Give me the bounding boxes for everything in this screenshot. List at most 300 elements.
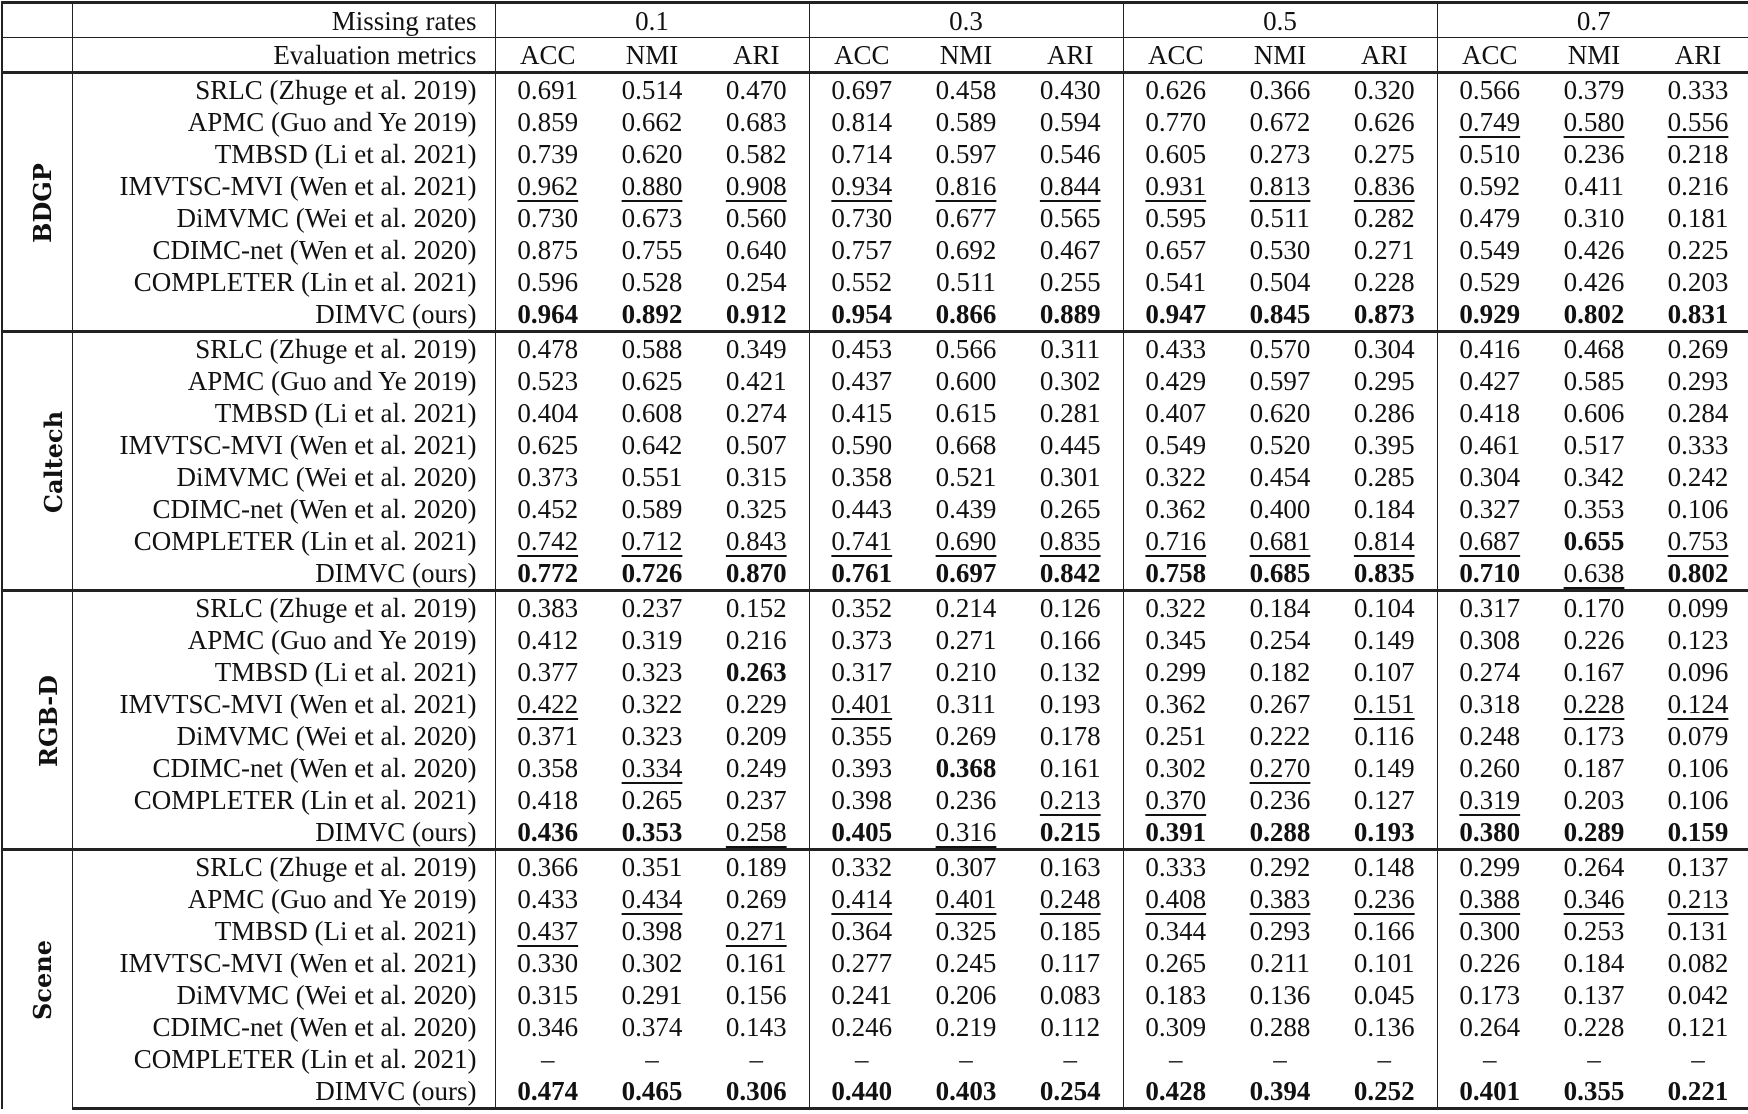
table-row bbox=[2, 397, 1748, 429]
table-row bbox=[2, 170, 1748, 202]
value-cell bbox=[600, 493, 704, 525]
metric-value: 0.213 bbox=[1667, 884, 1729, 914]
metric-value: 0.453 bbox=[831, 334, 893, 364]
metric-header: NMI bbox=[1228, 38, 1332, 73]
metric-value: 0.556 bbox=[1667, 107, 1729, 137]
value-cell bbox=[1646, 461, 1748, 493]
metric-value: 0.395 bbox=[1353, 430, 1415, 460]
value-cell bbox=[1123, 106, 1228, 138]
value-cell bbox=[600, 138, 704, 170]
value-cell bbox=[1018, 202, 1123, 234]
metric-value: 0.311 bbox=[936, 689, 996, 719]
value-cell bbox=[1123, 979, 1228, 1011]
value-cell bbox=[1542, 947, 1646, 979]
metric-value: 0.697 bbox=[935, 558, 997, 588]
metric-value: 0.590 bbox=[831, 430, 893, 460]
rate-header: 0.7 bbox=[1437, 3, 1748, 38]
metric-value: 0.597 bbox=[1249, 366, 1311, 396]
value-cell bbox=[1123, 73, 1228, 107]
metric-value: 0.816 bbox=[935, 171, 997, 201]
metric-value: 0.364 bbox=[831, 916, 893, 946]
metric-value: 0.835 bbox=[1039, 526, 1101, 556]
metric-value: 0.366 bbox=[517, 852, 579, 882]
metric-value: 0.148 bbox=[1353, 852, 1415, 882]
missing-rates-header-row bbox=[2, 3, 1748, 38]
metric-value: 0.215 bbox=[1039, 817, 1101, 847]
metric-value: 0.218 bbox=[1667, 139, 1729, 169]
value-cell bbox=[495, 397, 600, 429]
metric-value: 0.739 bbox=[517, 139, 579, 169]
metric-value: 0.418 bbox=[517, 785, 579, 815]
metric-value: 0.366 bbox=[1249, 75, 1311, 105]
value-cell bbox=[495, 202, 600, 234]
metric-value: 0.079 bbox=[1667, 721, 1729, 751]
metric-value: 0.552 bbox=[831, 267, 893, 297]
metric-value: 0.315 bbox=[725, 462, 787, 492]
value-cell bbox=[1332, 557, 1437, 591]
metric-value: 0.770 bbox=[1145, 107, 1207, 137]
table-row bbox=[2, 883, 1748, 915]
metric-value: 0.342 bbox=[1563, 462, 1625, 492]
metric-value: 0.520 bbox=[1249, 430, 1311, 460]
value-cell bbox=[600, 202, 704, 234]
value-cell bbox=[809, 850, 914, 884]
metric-value: 0.254 bbox=[1249, 625, 1311, 655]
value-cell bbox=[1123, 720, 1228, 752]
metric-value: 0.373 bbox=[517, 462, 579, 492]
value-cell bbox=[1437, 138, 1542, 170]
value-cell bbox=[495, 365, 600, 397]
metric-value: 0.275 bbox=[1353, 139, 1415, 169]
value-cell bbox=[1646, 591, 1748, 625]
value-cell bbox=[1123, 332, 1228, 366]
metric-value: 0.589 bbox=[935, 107, 997, 137]
metric-value: 0.248 bbox=[1039, 884, 1101, 914]
value-cell bbox=[1437, 883, 1542, 915]
value-cell bbox=[1332, 138, 1437, 170]
metric-value: 0.319 bbox=[1459, 785, 1521, 815]
value-cell bbox=[495, 720, 600, 752]
metric-value: 0.309 bbox=[1145, 1012, 1207, 1042]
value-cell bbox=[1542, 429, 1646, 461]
value-cell bbox=[1646, 170, 1748, 202]
metric-value: 0.465 bbox=[621, 1076, 683, 1106]
value-cell bbox=[1123, 397, 1228, 429]
value-cell bbox=[1228, 106, 1332, 138]
metric-value: 0.866 bbox=[935, 299, 997, 329]
value-cell bbox=[914, 298, 1018, 332]
value-cell bbox=[495, 1075, 600, 1109]
metric-value: 0.749 bbox=[1459, 107, 1521, 137]
value-cell bbox=[704, 493, 809, 525]
value-cell bbox=[1332, 688, 1437, 720]
table-row bbox=[2, 332, 1748, 366]
value-cell bbox=[809, 332, 914, 366]
metric-value: 0.226 bbox=[1459, 948, 1521, 978]
metric-value: 0.170 bbox=[1563, 593, 1625, 623]
metric-value: 0.101 bbox=[1353, 948, 1415, 978]
value-cell bbox=[1228, 591, 1332, 625]
value-cell bbox=[495, 752, 600, 784]
method-name: TMBSD (Li et al. 2021) bbox=[72, 397, 495, 429]
value-cell bbox=[1542, 73, 1646, 107]
metric-value: 0.173 bbox=[1563, 721, 1625, 751]
metric-value: 0.226 bbox=[1563, 625, 1625, 655]
metric-value: 0.284 bbox=[1667, 398, 1729, 428]
metric-value: 0.300 bbox=[1459, 916, 1521, 946]
value-cell bbox=[809, 73, 914, 107]
metric-value: 0.529 bbox=[1459, 267, 1521, 297]
method-name: DIMVC (ours) bbox=[72, 298, 495, 332]
metric-value: 0.889 bbox=[1039, 299, 1101, 329]
value-cell bbox=[1018, 298, 1123, 332]
value-cell bbox=[1437, 73, 1542, 107]
table-row bbox=[2, 298, 1748, 332]
metric-value: 0.358 bbox=[831, 462, 893, 492]
metric-value: 0.580 bbox=[1563, 107, 1625, 137]
value-cell bbox=[1123, 624, 1228, 656]
value-cell bbox=[704, 720, 809, 752]
metric-value: 0.931 bbox=[1145, 171, 1207, 201]
value-cell bbox=[1437, 365, 1542, 397]
metric-value: 0.685 bbox=[1249, 558, 1311, 588]
metric-value: 0.042 bbox=[1667, 980, 1729, 1010]
method-name: SRLC (Zhuge et al. 2019) bbox=[72, 850, 495, 884]
metric-value: 0.592 bbox=[1459, 171, 1521, 201]
value-cell bbox=[1646, 720, 1748, 752]
value-cell bbox=[1542, 298, 1646, 332]
table-row bbox=[2, 234, 1748, 266]
metric-value: 0.288 bbox=[1249, 817, 1311, 847]
metric-value: 0.265 bbox=[1145, 948, 1207, 978]
value-cell bbox=[704, 525, 809, 557]
metric-value: 0.908 bbox=[725, 171, 787, 201]
value-cell bbox=[1646, 332, 1748, 366]
value-cell bbox=[495, 591, 600, 625]
metric-value: 0.310 bbox=[1563, 203, 1625, 233]
value-cell bbox=[809, 1075, 914, 1109]
value-cell bbox=[1018, 365, 1123, 397]
metric-value: 0.626 bbox=[1145, 75, 1207, 105]
metric-value: 0.099 bbox=[1667, 593, 1729, 623]
value-cell bbox=[704, 73, 809, 107]
value-cell bbox=[1228, 979, 1332, 1011]
method-name: CDIMC-net (Wen et al. 2020) bbox=[72, 493, 495, 525]
metric-value: 0.470 bbox=[725, 75, 787, 105]
metric-value: 0.394 bbox=[1249, 1076, 1311, 1106]
value-cell bbox=[1228, 234, 1332, 266]
metric-value: 0.161 bbox=[725, 948, 787, 978]
value-cell bbox=[914, 784, 1018, 816]
value-cell bbox=[1332, 624, 1437, 656]
metric-value: 0.608 bbox=[621, 398, 683, 428]
value-cell bbox=[914, 493, 1018, 525]
table-row bbox=[2, 816, 1748, 850]
metric-value: 0.311 bbox=[1040, 334, 1101, 364]
metric-value: 0.741 bbox=[831, 526, 893, 556]
method-name: IMVTSC-MVI (Wen et al. 2021) bbox=[72, 170, 495, 202]
metric-value: 0.814 bbox=[831, 107, 893, 137]
metric-value: 0.929 bbox=[1459, 299, 1521, 329]
value-cell bbox=[1437, 557, 1542, 591]
metric-value: 0.166 bbox=[1039, 625, 1101, 655]
value-cell bbox=[495, 461, 600, 493]
value-cell bbox=[1018, 170, 1123, 202]
value-cell bbox=[809, 365, 914, 397]
metric-value: 0.479 bbox=[1459, 203, 1521, 233]
metric-value: 0.295 bbox=[1353, 366, 1415, 396]
metric-value: – bbox=[645, 1044, 659, 1074]
metric-value: 0.393 bbox=[831, 753, 893, 783]
value-cell bbox=[1332, 720, 1437, 752]
value-cell bbox=[1646, 1075, 1748, 1109]
metric-value: 0.880 bbox=[621, 171, 683, 201]
value-cell bbox=[1437, 915, 1542, 947]
value-cell bbox=[1646, 202, 1748, 234]
value-cell bbox=[1437, 1075, 1542, 1109]
method-name: DIMVC (ours) bbox=[72, 1075, 495, 1109]
method-name: SRLC (Zhuge et al. 2019) bbox=[72, 591, 495, 625]
metric-value: 0.380 bbox=[1459, 817, 1521, 847]
metric-value: 0.327 bbox=[1459, 494, 1521, 524]
value-cell bbox=[704, 429, 809, 461]
metric-value: 0.683 bbox=[725, 107, 787, 137]
method-name: IMVTSC-MVI (Wen et al. 2021) bbox=[72, 688, 495, 720]
table-row bbox=[2, 784, 1748, 816]
value-cell bbox=[1123, 557, 1228, 591]
value-cell bbox=[1437, 947, 1542, 979]
value-cell bbox=[809, 138, 914, 170]
metric-value: 0.511 bbox=[936, 267, 996, 297]
value-cell bbox=[1228, 915, 1332, 947]
metric-value: 0.193 bbox=[1039, 689, 1101, 719]
method-name: DIMVC (ours) bbox=[72, 557, 495, 591]
value-cell bbox=[704, 298, 809, 332]
value-cell bbox=[1437, 429, 1542, 461]
value-cell bbox=[704, 557, 809, 591]
metric-value: 0.712 bbox=[621, 526, 683, 556]
method-name: APMC (Guo and Ye 2019) bbox=[72, 883, 495, 915]
metric-value: 0.206 bbox=[935, 980, 997, 1010]
metric-value: 0.320 bbox=[1353, 75, 1415, 105]
metric-value: 0.333 bbox=[1667, 430, 1729, 460]
metric-value: – bbox=[1587, 1044, 1601, 1074]
value-cell bbox=[1018, 784, 1123, 816]
value-cell bbox=[1018, 947, 1123, 979]
metric-value: 0.377 bbox=[517, 657, 579, 687]
metric-value: 0.319 bbox=[621, 625, 683, 655]
metric-value: 0.302 bbox=[621, 948, 683, 978]
value-cell bbox=[1228, 720, 1332, 752]
metric-value: 0.299 bbox=[1459, 852, 1521, 882]
value-cell bbox=[1437, 720, 1542, 752]
metric-value: 0.415 bbox=[831, 398, 893, 428]
table-row bbox=[2, 1043, 1748, 1075]
value-cell bbox=[1332, 234, 1437, 266]
value-cell bbox=[1542, 624, 1646, 656]
value-cell bbox=[495, 493, 600, 525]
metric-value: 0.163 bbox=[1039, 852, 1101, 882]
table-row bbox=[2, 266, 1748, 298]
value-cell bbox=[1123, 1043, 1228, 1075]
metric-value: 0.454 bbox=[1249, 462, 1311, 492]
value-cell bbox=[1437, 525, 1542, 557]
table-row bbox=[2, 947, 1748, 979]
metric-value: 0.126 bbox=[1039, 593, 1101, 623]
method-name: DiMVMC (Wei et al. 2020) bbox=[72, 461, 495, 493]
metric-value: 0.260 bbox=[1459, 753, 1521, 783]
metric-value: 0.433 bbox=[517, 884, 579, 914]
value-cell bbox=[914, 720, 1018, 752]
metric-value: 0.692 bbox=[935, 235, 997, 265]
metric-value: 0.334 bbox=[621, 753, 683, 783]
metric-value: 0.597 bbox=[935, 139, 997, 169]
metric-header: ACC bbox=[1437, 38, 1542, 73]
value-cell bbox=[600, 397, 704, 429]
value-cell bbox=[1646, 397, 1748, 429]
metric-value: 0.642 bbox=[621, 430, 683, 460]
method-name: CDIMC-net (Wen et al. 2020) bbox=[72, 234, 495, 266]
metric-value: 0.104 bbox=[1353, 593, 1415, 623]
value-cell bbox=[1542, 883, 1646, 915]
metric-value: 0.845 bbox=[1249, 299, 1311, 329]
metric-value: 0.859 bbox=[517, 107, 579, 137]
value-cell bbox=[914, 624, 1018, 656]
metric-value: 0.325 bbox=[935, 916, 997, 946]
value-cell bbox=[1332, 784, 1437, 816]
metric-value: 0.412 bbox=[517, 625, 579, 655]
value-cell bbox=[1646, 979, 1748, 1011]
metric-value: 0.835 bbox=[1353, 558, 1415, 588]
metric-value: 0.274 bbox=[725, 398, 787, 428]
value-cell bbox=[600, 752, 704, 784]
value-cell bbox=[1332, 525, 1437, 557]
metric-value: 0.270 bbox=[1249, 753, 1311, 783]
method-name: DiMVMC (Wei et al. 2020) bbox=[72, 720, 495, 752]
value-cell bbox=[809, 1043, 914, 1075]
value-cell bbox=[1437, 591, 1542, 625]
metric-value: 0.589 bbox=[621, 494, 683, 524]
value-cell bbox=[1437, 850, 1542, 884]
value-cell bbox=[809, 915, 914, 947]
metric-value: 0.322 bbox=[1145, 593, 1207, 623]
value-cell bbox=[914, 461, 1018, 493]
value-cell bbox=[1332, 591, 1437, 625]
metric-value: 0.121 bbox=[1667, 1012, 1729, 1042]
metric-value: 0.383 bbox=[1249, 884, 1311, 914]
value-cell bbox=[1542, 915, 1646, 947]
value-cell bbox=[704, 266, 809, 298]
dataset-label-cell bbox=[2, 850, 72, 1109]
value-cell bbox=[1228, 784, 1332, 816]
value-cell bbox=[1437, 493, 1542, 525]
value-cell bbox=[1228, 624, 1332, 656]
metric-value: 0.203 bbox=[1563, 785, 1625, 815]
metric-value: 0.345 bbox=[1145, 625, 1207, 655]
value-cell bbox=[809, 979, 914, 1011]
metric-value: 0.517 bbox=[1563, 430, 1625, 460]
method-name: SRLC (Zhuge et al. 2019) bbox=[72, 332, 495, 366]
value-cell bbox=[1332, 73, 1437, 107]
metric-value: 0.714 bbox=[831, 139, 893, 169]
value-cell bbox=[1646, 557, 1748, 591]
value-cell bbox=[704, 1043, 809, 1075]
value-cell bbox=[809, 266, 914, 298]
metric-value: 0.152 bbox=[725, 593, 787, 623]
metric-value: 0.657 bbox=[1145, 235, 1207, 265]
value-cell bbox=[1542, 138, 1646, 170]
value-cell bbox=[1018, 332, 1123, 366]
metric-header: ACC bbox=[809, 38, 914, 73]
metric-value: – bbox=[1483, 1044, 1497, 1074]
value-cell bbox=[1018, 883, 1123, 915]
metric-value: 0.398 bbox=[621, 916, 683, 946]
value-cell bbox=[495, 106, 600, 138]
value-cell bbox=[600, 266, 704, 298]
metric-value: 0.082 bbox=[1667, 948, 1729, 978]
metric-value: 0.273 bbox=[1249, 139, 1311, 169]
value-cell bbox=[704, 656, 809, 688]
method-name: SRLC (Zhuge et al. 2019) bbox=[72, 73, 495, 107]
metric-value: 0.267 bbox=[1249, 689, 1311, 719]
metric-value: 0.117 bbox=[1040, 948, 1101, 978]
value-cell bbox=[914, 915, 1018, 947]
value-cell bbox=[1228, 266, 1332, 298]
value-cell bbox=[600, 915, 704, 947]
value-cell bbox=[809, 461, 914, 493]
metric-value: 0.640 bbox=[725, 235, 787, 265]
metric-value: 0.330 bbox=[517, 948, 579, 978]
dataset-label-cell bbox=[2, 73, 72, 332]
metric-value: 0.374 bbox=[621, 1012, 683, 1042]
metric-value: 0.293 bbox=[1249, 916, 1311, 946]
metric-value: 0.229 bbox=[725, 689, 787, 719]
metric-value: 0.403 bbox=[935, 1076, 997, 1106]
metric-value: 0.843 bbox=[725, 526, 787, 556]
metric-value: 0.430 bbox=[1039, 75, 1101, 105]
value-cell bbox=[914, 1011, 1018, 1043]
metric-value: 0.096 bbox=[1667, 657, 1729, 687]
metric-value: 0.289 bbox=[1563, 817, 1625, 847]
table-row bbox=[2, 106, 1748, 138]
value-cell bbox=[1542, 752, 1646, 784]
value-cell bbox=[1228, 688, 1332, 720]
value-cell bbox=[495, 850, 600, 884]
value-cell bbox=[809, 656, 914, 688]
value-cell bbox=[1123, 266, 1228, 298]
metric-value: 0.299 bbox=[1145, 657, 1207, 687]
value-cell bbox=[1018, 624, 1123, 656]
value-cell bbox=[1018, 106, 1123, 138]
table-row bbox=[2, 720, 1748, 752]
value-cell bbox=[704, 234, 809, 266]
metric-value: 0.236 bbox=[935, 785, 997, 815]
value-cell bbox=[1437, 784, 1542, 816]
metrics-label: Evaluation metrics bbox=[72, 38, 495, 73]
value-cell bbox=[914, 397, 1018, 429]
metric-value: 0.349 bbox=[725, 334, 787, 364]
value-cell bbox=[914, 979, 1018, 1011]
value-cell bbox=[1542, 397, 1646, 429]
value-cell bbox=[1018, 979, 1123, 1011]
metric-value: 0.962 bbox=[517, 171, 579, 201]
value-cell bbox=[1437, 1043, 1542, 1075]
value-cell bbox=[809, 784, 914, 816]
metric-value: 0.426 bbox=[1563, 267, 1625, 297]
metric-value: 0.507 bbox=[725, 430, 787, 460]
metric-value: 0.458 bbox=[935, 75, 997, 105]
metric-header: ARI bbox=[1332, 38, 1437, 73]
